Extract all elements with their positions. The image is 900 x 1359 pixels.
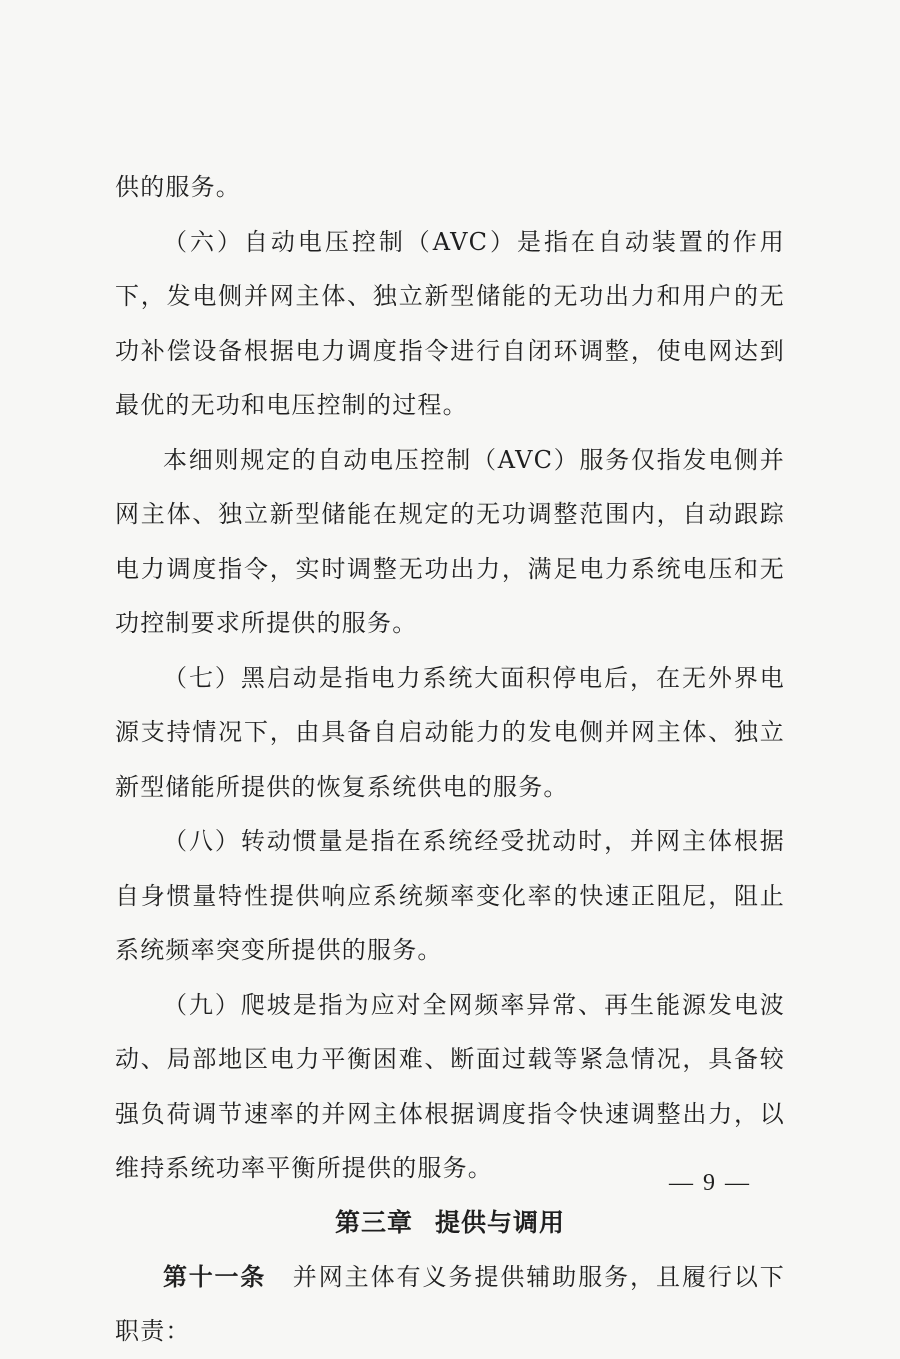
article-eleven: [115, 1250, 785, 1359]
page-number: — 9 —: [669, 1170, 751, 1196]
paragraph-avc-definition: （六）自动电压控制（AVC）是指在自动装置的作用下，发电侧并网主体、独立新型储能的无功出力和用户的无功补偿设备根据电力调度指令进行自闭环调整，使电网达到最优的无功和电压控制的过程。: [115, 227, 785, 419]
article-text: 并网主体有义务提供辅助服务，且履行以下职责：: [115, 1262, 785, 1345]
chapter-number: 第三章: [334, 1207, 413, 1237]
chapter-title: 提供与调用: [435, 1207, 566, 1237]
paragraph-ramping: （九）爬坡是指为应对全网频率异常、再生能源发电波动、局部地区电力平衡困难、断面过载等紧急情况，具备较强负荷调节速率的并网主体根据调度指令快速调整出力，以维持系统功率平衡所提供的服务。: [115, 990, 785, 1182]
paragraph-avc-scope: 本细则规定的自动电压控制（AVC）服务仅指发电侧并网主体、独立新型储能在规定的无功调整范围内，自动跟踪电力调度指令，实时调整无功出力，满足电力系统电压和无功控制要求所提供的服务。: [115, 445, 785, 637]
chapter-heading: [115, 1196, 785, 1250]
paragraph-inertia: （八）转动惯量是指在系统经受扰动时，并网主体根据自身惯量特性提供响应系统频率变化率的快速正阻尼，阻止系统频率突变所提供的服务。: [115, 827, 785, 964]
article-label: 第十一条: [163, 1262, 266, 1291]
paragraph-black-start: （七）黑启动是指电力系统大面积停电后，在无外界电源支持情况下，由具备自启动能力的发电侧并网主体、独立新型储能所提供的恢复系统供电的服务。: [115, 663, 785, 801]
paragraph-continuation: 供的服务。: [115, 173, 241, 201]
